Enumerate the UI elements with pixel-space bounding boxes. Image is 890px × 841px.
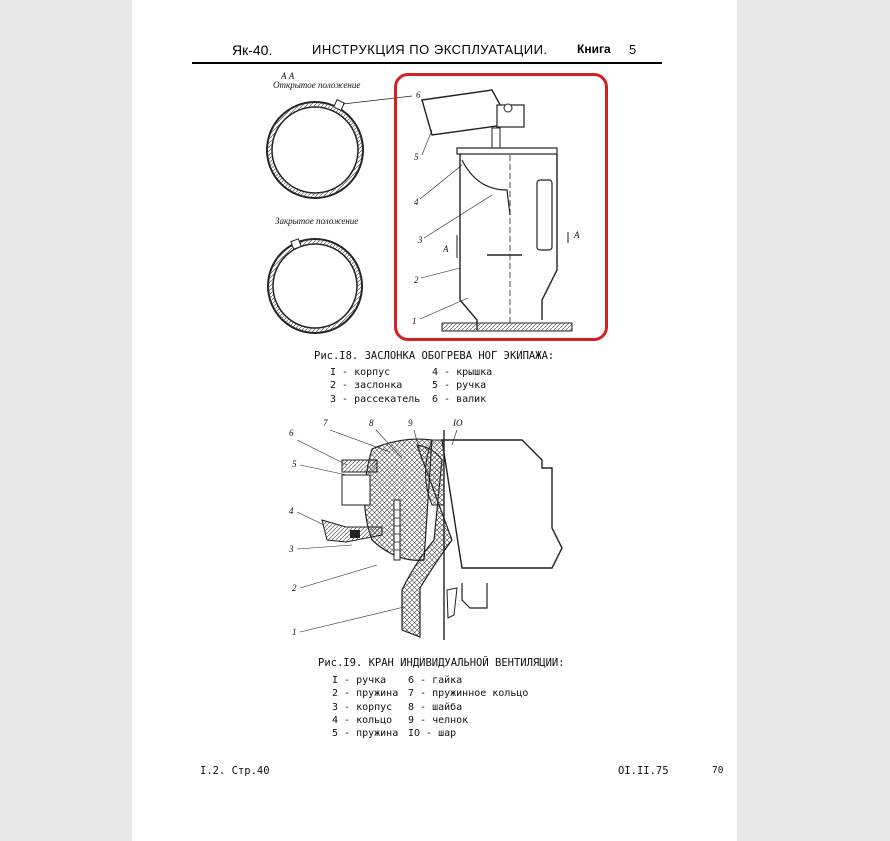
svg-text:2: 2 xyxy=(414,275,419,285)
svg-text:1: 1 xyxy=(292,627,297,637)
svg-text:3: 3 xyxy=(418,235,423,245)
svg-text:A: A xyxy=(574,230,580,240)
svg-text:IO: IO xyxy=(453,418,463,428)
section-mark-label: А А xyxy=(281,71,295,81)
svg-text:A: A xyxy=(443,244,449,254)
highlight-box xyxy=(394,73,608,341)
book-label: Книга xyxy=(577,42,611,56)
fig19-valve-drawing xyxy=(288,418,562,640)
aircraft-model: Як-40. xyxy=(232,42,273,58)
fig19-caption: Рис.I9. КРАН ИНДИВИДУАЛЬНОЙ ВЕНТИЛЯЦИИ: xyxy=(318,657,565,669)
svg-text:3: 3 xyxy=(289,544,294,554)
svg-text:8: 8 xyxy=(369,418,374,428)
legend-item: I - корпус xyxy=(330,367,391,378)
footer-date: OI.II.75 xyxy=(618,765,669,777)
fig18-section-open xyxy=(267,71,412,198)
legend-item: 6 - гайка xyxy=(408,675,463,686)
svg-text:4: 4 xyxy=(414,197,419,207)
legend-item: 2 - заслонка xyxy=(330,380,403,392)
legend-item: 7 - пружинное кольцо xyxy=(408,688,529,700)
legend-item: 3 - корпус xyxy=(332,701,393,713)
legend-item: 5 - пружина xyxy=(332,728,399,740)
legend-item: 4 - крышка xyxy=(432,367,493,378)
svg-text:5: 5 xyxy=(414,152,419,162)
fig18-caption: Рис.I8. ЗАСЛОНКА ОБОГРЕВА НОГ ЭКИПАЖА: xyxy=(314,350,555,362)
open-position-label: Открытое положение xyxy=(273,80,361,90)
svg-text:2: 2 xyxy=(292,583,297,593)
fig18-legend-left xyxy=(330,366,420,406)
svg-text:6: 6 xyxy=(289,428,294,438)
svg-text:7: 7 xyxy=(323,418,328,428)
fig19-legend-right xyxy=(408,674,528,740)
legend-item: 3 - рассекатель xyxy=(330,393,421,405)
manual-title: ИНСТРУКЦИЯ ПО ЭКСПЛУАТАЦИИ. xyxy=(312,42,548,57)
legend-item: 8 - шайба xyxy=(408,701,463,713)
legend-item: 6 - валик xyxy=(432,393,487,405)
legend-item: I - ручка xyxy=(332,675,387,686)
book-number: 5 xyxy=(629,42,637,57)
legend-item: 9 - челнок xyxy=(408,714,469,726)
legend-item: 2 - пружина xyxy=(332,688,399,700)
fig18-legend-right xyxy=(432,366,492,406)
fig18-section-closed xyxy=(268,216,362,333)
svg-text:9: 9 xyxy=(408,418,413,428)
legend-item: 4 - кольцо xyxy=(332,714,393,726)
svg-text:4: 4 xyxy=(289,506,294,516)
svg-text:5: 5 xyxy=(292,459,297,469)
svg-text:1: 1 xyxy=(412,316,417,326)
fig19-legend-left xyxy=(332,674,398,740)
legend-item: IO - шар xyxy=(408,728,457,740)
svg-text:6: 6 xyxy=(416,90,421,100)
footer-page-number: 70 xyxy=(712,765,724,776)
closed-position-label: Закрытое положение xyxy=(275,216,359,226)
legend-item: 5 - ручка xyxy=(432,380,487,392)
footer-page-ref: I.2. Стр.40 xyxy=(200,765,270,777)
document-page xyxy=(132,0,737,841)
